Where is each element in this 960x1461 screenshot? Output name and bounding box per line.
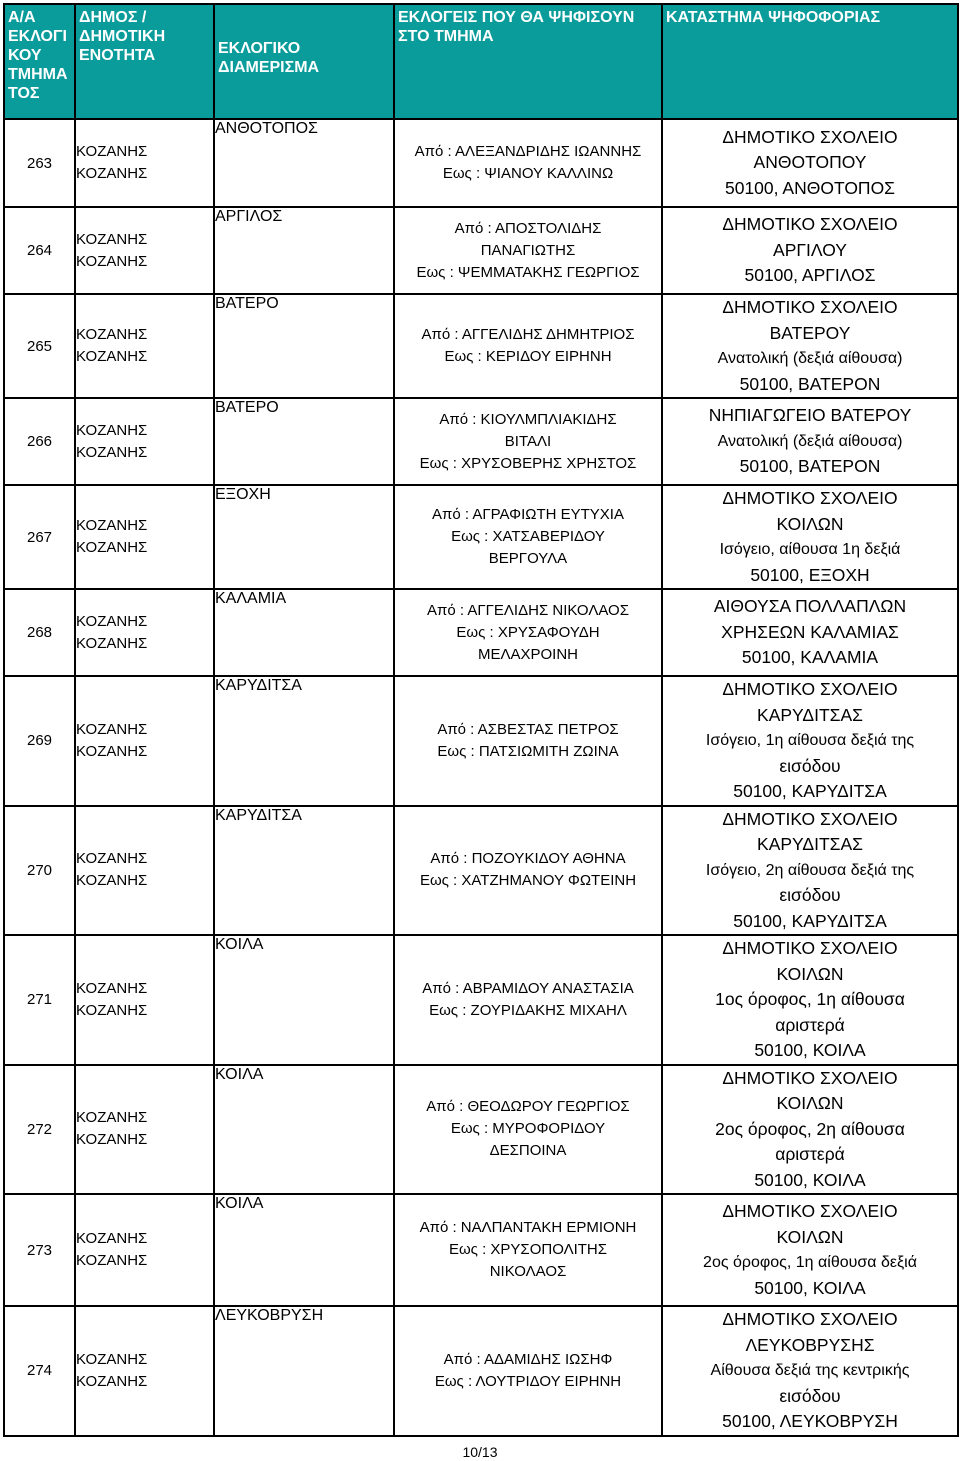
municipality-cell: ΚΟΖΑΝΗΣ ΚΟΖΑΝΗΣ — [75, 207, 214, 294]
header-municipality: ΔΗΜΟΣ / ΔΗΜΟΤΙΚΗ ΕΝΟΤΗΤΑ — [75, 4, 214, 119]
table-row — [4, 1194, 958, 1306]
table-row — [4, 485, 958, 589]
municipality-cell: ΚΟΖΑΝΗΣ ΚΟΖΑΝΗΣ — [75, 485, 214, 589]
table-row — [4, 806, 958, 936]
voters-range-cell: Από : ΑΓΡΑΦΙΩΤΗ ΕΥΤΥΧΙΑ Εως : ΧΑΤΣΑΒΕΡΙΔΟΥ ΒΕΡΓΟΥΛΑ — [394, 485, 662, 589]
voters-range-cell: Από : ΑΓΓΕΛΙΔΗΣ ΝΙΚΟΛΑΟΣ Εως : ΧΡΥΣΑΦΟΥΔΗ ΜΕΛΑΧΡΟΙΝΗ — [394, 589, 662, 676]
voters-range-cell: Από : ΑΓΓΕΛΙΔΗΣ ΔΗΜΗΤΡΙΟΣ Εως : ΚΕΡΙΔΟΥ ΕΙΡΗΝΗ — [394, 294, 662, 398]
section-number-cell: 266 — [4, 398, 75, 485]
polling-location-cell: ΔΗΜΟΤΙΚΟ ΣΧΟΛΕΙΟ ΚΟΙΛΩΝ 2ος όροφος, 1η αίθουσα δεξιά 50100, ΚΟΙΛΑ — [662, 1194, 958, 1306]
municipality-cell: ΚΟΖΑΝΗΣ ΚΟΖΑΝΗΣ — [75, 806, 214, 936]
municipality-cell: ΚΟΖΑΝΗΣ ΚΟΖΑΝΗΣ — [75, 1194, 214, 1306]
header-section-number: Α/Α ΕΚΛΟΓΙ ΚΟΥ ΤΜΗΜΑ ΤΟΣ — [4, 4, 75, 119]
voters-range-cell: Από : ΘΕΟΔΩΡΟΥ ΓΕΩΡΓΙΟΣ Εως : ΜΥΡΟΦΟΡΙΔΟΥ ΔΕΣΠΟΙΝΑ — [394, 1065, 662, 1195]
section-number-cell: 268 — [4, 589, 75, 676]
polling-location-cell: ΔΗΜΟΤΙΚΟ ΣΧΟΛΕΙΟ ΚΟΙΛΩΝ Ισόγειο, αίθουσα 1η δεξιά 50100, ΕΞΟΧΗ — [662, 485, 958, 589]
polling-location-cell: ΔΗΜΟΤΙΚΟ ΣΧΟΛΕΙΟ ΚΑΡΥΔΙΤΣΑΣ Ισόγειο, 1η αίθουσα δεξιά της εισόδου 50100, ΚΑΡΥΔΙΤΣΑ — [662, 676, 958, 806]
page-number: 10/13 — [462, 1444, 498, 1460]
polling-location-cell: ΔΗΜΟΤΙΚΟ ΣΧΟΛΕΙΟ ΚΟΙΛΩΝ 1ος όροφος, 1η αίθουσα αριστερά 50100, ΚΟΙΛΑ — [662, 935, 958, 1065]
municipality-cell: ΚΟΖΑΝΗΣ ΚΟΖΑΝΗΣ — [75, 1065, 214, 1195]
voters-range-cell: Από : ΑΛΕΞΑΝΔΡΙΔΗΣ ΙΩΑΝΝΗΣ Εως : ΨΙΑΝΟΥ ΚΑΛΛΙΝΩ — [394, 119, 662, 207]
header-polling-location: ΚΑΤΑΣΤΗΜΑ ΨΗΦΟΦΟΡΙΑΣ — [662, 4, 958, 119]
section-number-cell: 271 — [4, 935, 75, 1065]
district-cell: ΕΞΟΧΗ — [214, 485, 394, 589]
table-row — [4, 676, 958, 806]
polling-location-cell: ΔΗΜΟΤΙΚΟ ΣΧΟΛΕΙΟ ΚΟΙΛΩΝ 2ος όροφος, 2η αίθουσα αριστερά 50100, ΚΟΙΛΑ — [662, 1065, 958, 1195]
municipality-cell: ΚΟΖΑΝΗΣ ΚΟΖΑΝΗΣ — [75, 589, 214, 676]
header-voters: ΕΚΛΟΓΕΙΣ ΠΟΥ ΘΑ ΨΗΦΙΣΟΥΝ ΣΤΟ ΤΜΗΜΑ — [394, 4, 662, 119]
table-row — [4, 207, 958, 294]
table-body — [4, 119, 958, 1436]
municipality-cell: ΚΟΖΑΝΗΣ ΚΟΖΑΝΗΣ — [75, 1306, 214, 1436]
section-number-cell: 264 — [4, 207, 75, 294]
table-row — [4, 294, 958, 398]
voters-range-cell: Από : ΑΔΑΜΙΔΗΣ ΙΩΣΗΦ Εως : ΛΟΥΤΡΙΔΟΥ ΕΙΡΗΝΗ — [394, 1306, 662, 1436]
polling-location-cell: ΔΗΜΟΤΙΚΟ ΣΧΟΛΕΙΟ ΚΑΡΥΔΙΤΣΑΣ Ισόγειο, 2η αίθουσα δεξιά της εισόδου 50100, ΚΑΡΥΔΙΤΣΑ — [662, 806, 958, 936]
voters-range-cell: Από : ΠΟΖΟΥΚΙΔΟΥ ΑΘΗΝΑ Εως : ΧΑΤΖΗΜΑΝΟΥ ΦΩΤΕΙΝΗ — [394, 806, 662, 936]
district-cell: ΚΑΡΥΔΙΤΣΑ — [214, 806, 394, 936]
table-header-row — [4, 4, 958, 119]
table-row — [4, 935, 958, 1065]
section-number-cell: 270 — [4, 806, 75, 936]
section-number-cell: 263 — [4, 119, 75, 207]
table-row — [4, 589, 958, 676]
section-number-cell: 273 — [4, 1194, 75, 1306]
table-row — [4, 1065, 958, 1195]
voters-range-cell: Από : ΝΑΛΠΑΝΤΑΚΗ ΕΡΜΙΟΝΗ Εως : ΧΡΥΣΟΠΟΛΙΤΗΣ ΝΙΚΟΛΑΟΣ — [394, 1194, 662, 1306]
municipality-cell: ΚΟΖΑΝΗΣ ΚΟΖΑΝΗΣ — [75, 398, 214, 485]
voters-range-cell: Από : ΚΙΟΥΛΜΠΛΙΑΚΙΔΗΣ ΒΙΤΑΛΙ Εως : ΧΡΥΣΟΒΕΡΗΣ ΧΡΗΣΤΟΣ — [394, 398, 662, 485]
header-district: ΕΚΛΟΓΙΚΟ ΔΙΑΜΕΡΙΣΜΑ — [214, 4, 394, 119]
district-cell: ΒΑΤΕΡΟ — [214, 294, 394, 398]
section-number-cell: 267 — [4, 485, 75, 589]
municipality-cell: ΚΟΖΑΝΗΣ ΚΟΖΑΝΗΣ — [75, 676, 214, 806]
municipality-cell: ΚΟΖΑΝΗΣ ΚΟΖΑΝΗΣ — [75, 294, 214, 398]
section-number-cell: 269 — [4, 676, 75, 806]
district-cell: ΚΟΙΛΑ — [214, 1194, 394, 1306]
polling-location-cell: ΑΙΘΟΥΣΑ ΠΟΛΛΑΠΛΩΝ ΧΡΗΣΕΩΝ ΚΑΛΑΜΙΑΣ 50100, ΚΑΛΑΜΙΑ — [662, 589, 958, 676]
voters-range-cell: Από : ΑΣΒΕΣΤΑΣ ΠΕΤΡΟΣ Εως : ΠΑΤΣΙΩΜΙΤΗ ΖΩΙΝΑ — [394, 676, 662, 806]
district-cell: ΑΝΘΟΤΟΠΟΣ — [214, 119, 394, 207]
section-number-cell: 265 — [4, 294, 75, 398]
district-cell: ΑΡΓΙΛΟΣ — [214, 207, 394, 294]
polling-location-cell: ΔΗΜΟΤΙΚΟ ΣΧΟΛΕΙΟ ΑΝΘΟΤΟΠΟΥ 50100, ΑΝΘΟΤΟΠΟΣ — [662, 119, 958, 207]
polling-location-cell: ΝΗΠΙΑΓΩΓΕΙΟ ΒΑΤΕΡΟΥ Ανατολική (δεξιά αίθουσα) 50100, ΒΑΤΕΡΟΝ — [662, 398, 958, 485]
voters-range-cell: Από : ΑΒΡΑΜΙΔΟΥ ΑΝΑΣΤΑΣΙΑ Εως : ΖΟΥΡΙΔΑΚΗΣ ΜΙΧΑΗΛ — [394, 935, 662, 1065]
district-cell: ΚΟΙΛΑ — [214, 1065, 394, 1195]
district-cell: ΚΑΡΥΔΙΤΣΑ — [214, 676, 394, 806]
polling-location-cell: ΔΗΜΟΤΙΚΟ ΣΧΟΛΕΙΟ ΑΡΓΙΛΟΥ 50100, ΑΡΓΙΛΟΣ — [662, 207, 958, 294]
municipality-cell: ΚΟΖΑΝΗΣ ΚΟΖΑΝΗΣ — [75, 935, 214, 1065]
table-row — [4, 398, 958, 485]
polling-location-cell: ΔΗΜΟΤΙΚΟ ΣΧΟΛΕΙΟ ΒΑΤΕΡΟΥ Ανατολική (δεξιά αίθουσα) 50100, ΒΑΤΕΡΟΝ — [662, 294, 958, 398]
district-cell: ΚΟΙΛΑ — [214, 935, 394, 1065]
polling-location-cell: ΔΗΜΟΤΙΚΟ ΣΧΟΛΕΙΟ ΛΕΥΚΟΒΡΥΣΗΣ Αίθουσα δεξιά της κεντρικής εισόδου 50100, ΛΕΥΚΟΒΡΥΣΗ — [662, 1306, 958, 1436]
polling-stations-table — [3, 3, 959, 1437]
voters-range-cell: Από : ΑΠΟΣΤΟΛΙΔΗΣ ΠΑΝΑΓΙΩΤΗΣ Εως : ΨΕΜΜΑΤΑΚΗΣ ΓΕΩΡΓΙΟΣ — [394, 207, 662, 294]
district-cell: ΛΕΥΚΟΒΡΥΣΗ — [214, 1306, 394, 1436]
table-row — [4, 1306, 958, 1436]
section-number-cell: 274 — [4, 1306, 75, 1436]
district-cell: ΚΑΛΑΜΙΑ — [214, 589, 394, 676]
district-cell: ΒΑΤΕΡΟ — [214, 398, 394, 485]
table-row — [4, 119, 958, 207]
section-number-cell: 272 — [4, 1065, 75, 1195]
municipality-cell: ΚΟΖΑΝΗΣ ΚΟΖΑΝΗΣ — [75, 119, 214, 207]
